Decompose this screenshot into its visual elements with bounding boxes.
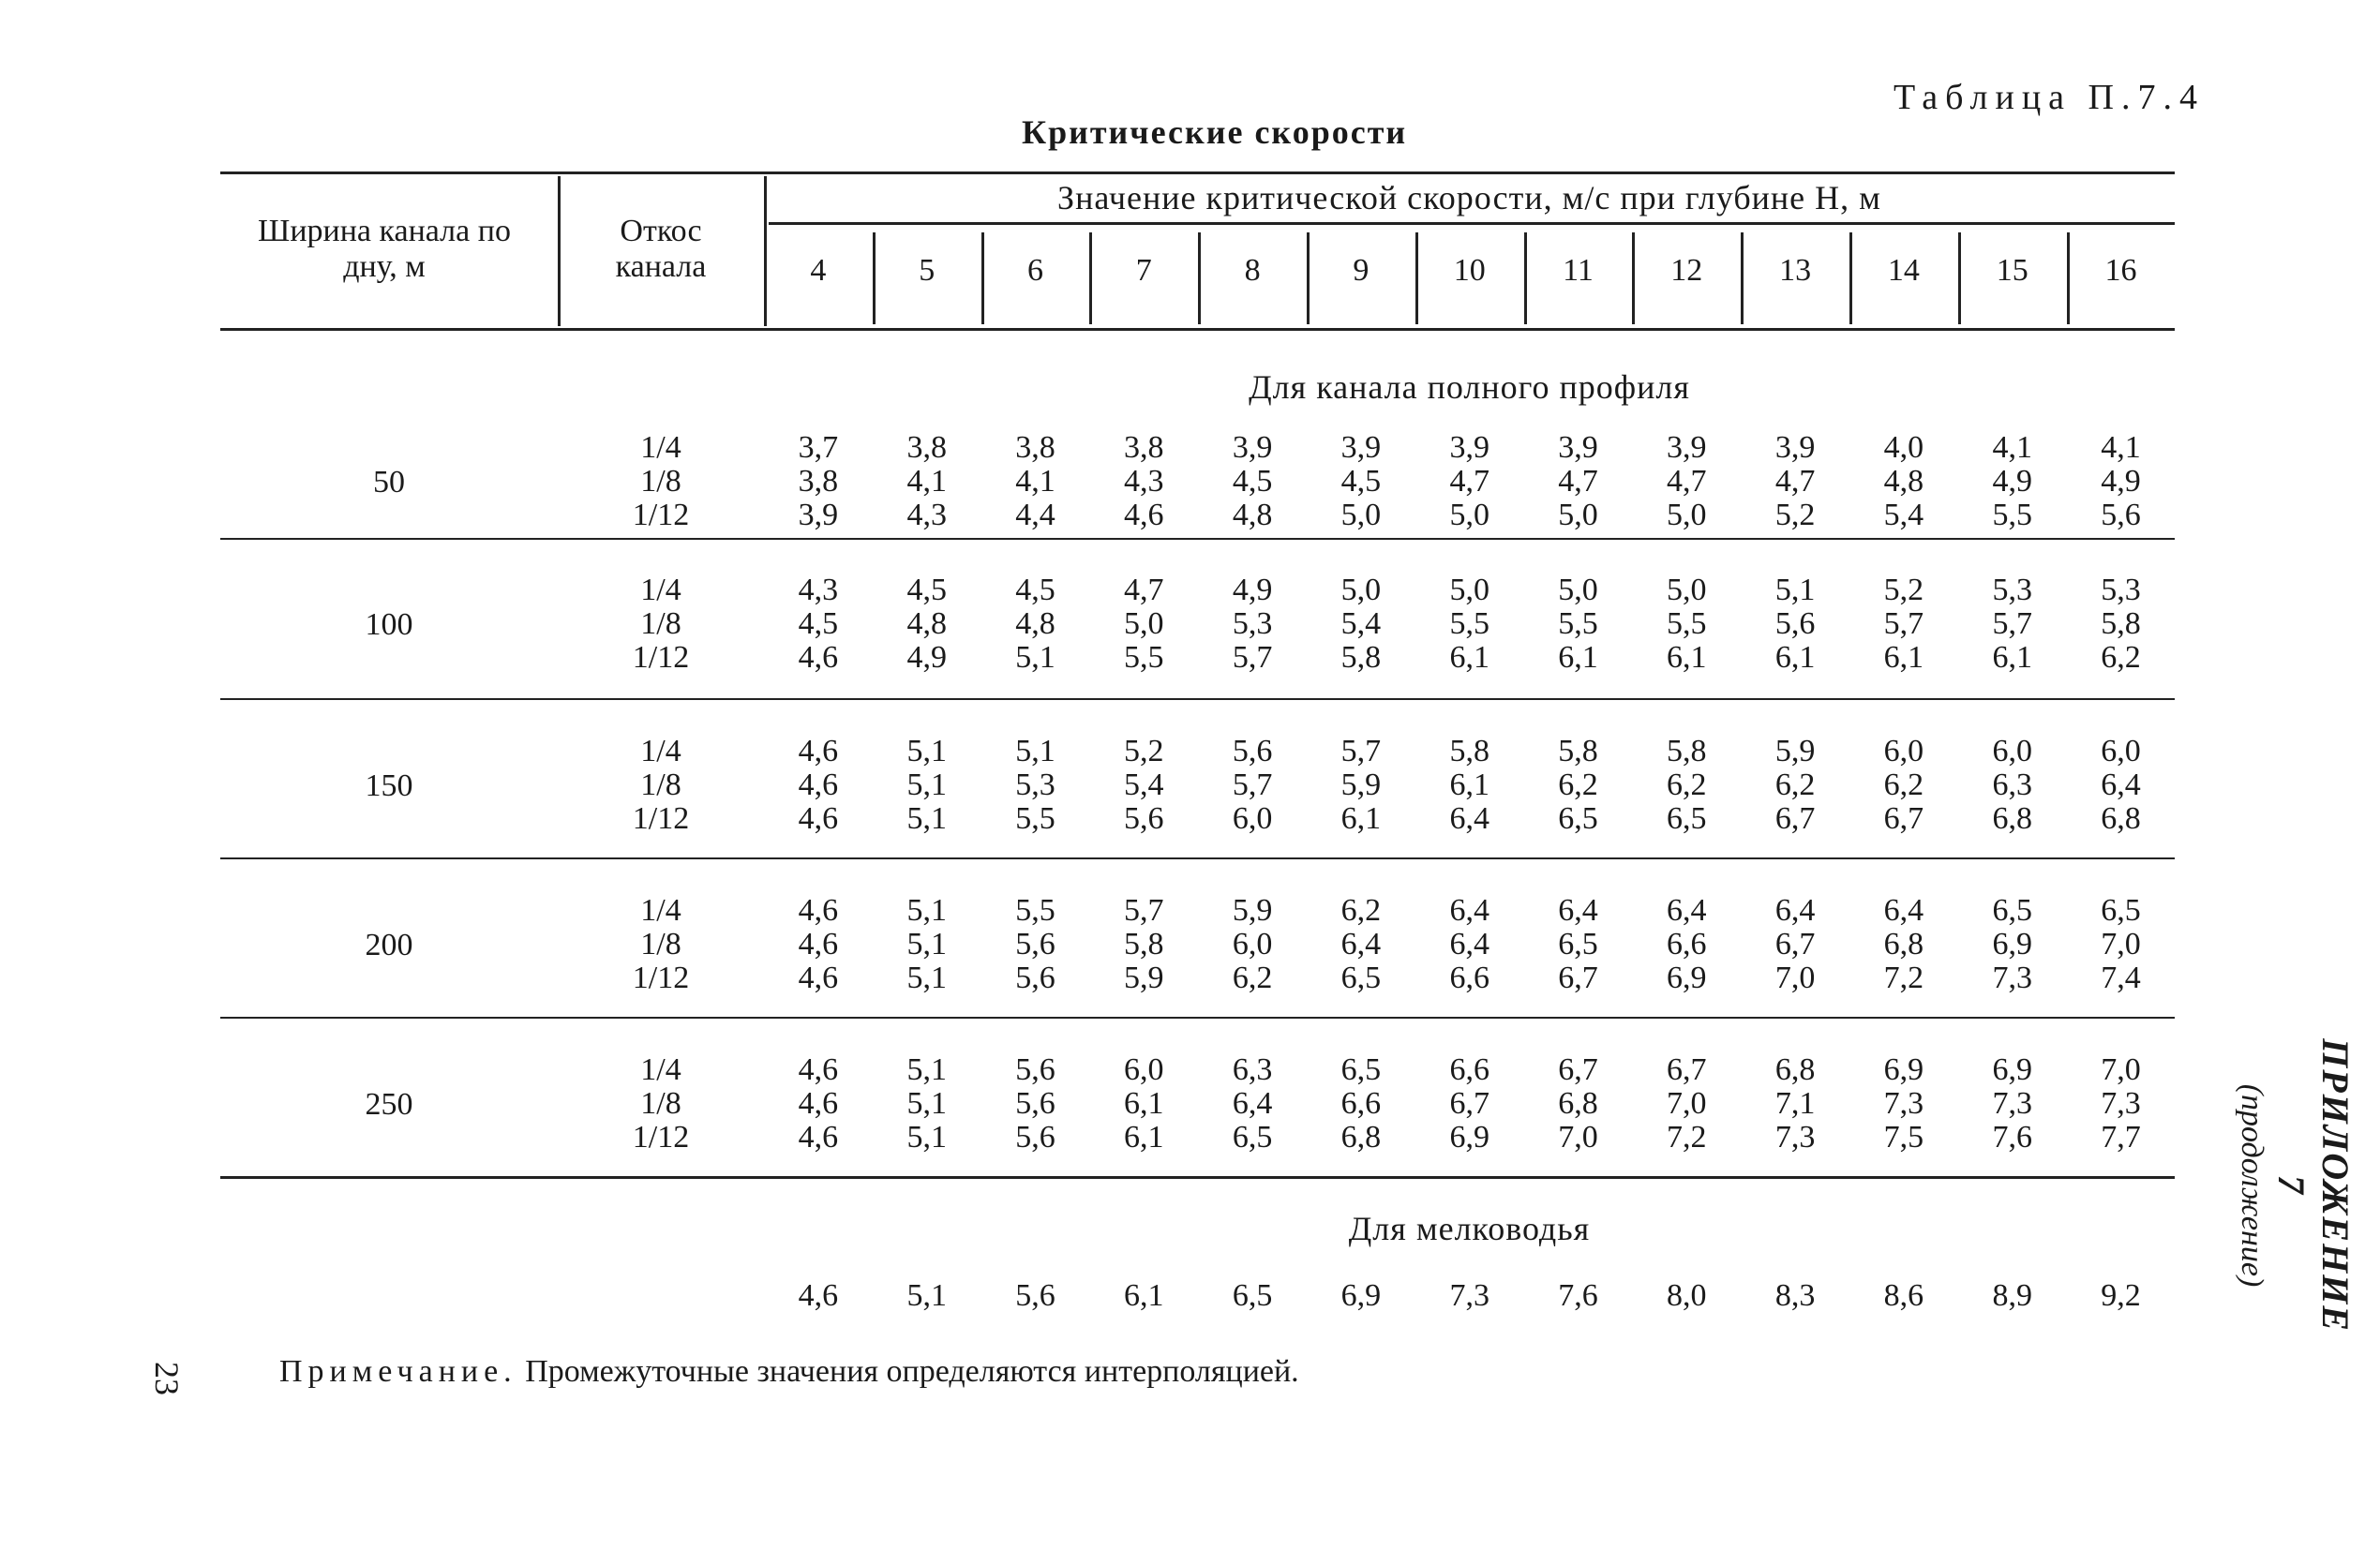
velocity-cell: 6,4 <box>1449 893 1489 928</box>
velocity-cell: 5,6 <box>1774 606 1816 641</box>
rule-top <box>220 171 2175 174</box>
slope-cell: 1/8 <box>640 768 681 802</box>
velocity-cell: 5,1 <box>906 1120 947 1155</box>
velocity-cell: 6,1 <box>1124 1120 1164 1155</box>
velocity-cell: 6,7 <box>1558 1052 1598 1087</box>
velocity-cell: 6,1 <box>1992 640 2032 675</box>
velocity-cell: 6,1 <box>1558 640 1598 675</box>
shallow-cell: 7,3 <box>1449 1278 1489 1313</box>
velocity-cell: 6,9 <box>1449 1120 1489 1155</box>
velocity-cell: 4,5 <box>798 606 839 641</box>
velocity-cell: 7,3 <box>1992 961 2032 995</box>
velocity-cell: 4,8 <box>1015 606 1055 641</box>
velocity-cell: 3,9 <box>1232 430 1273 465</box>
velocity-cell: 5,0 <box>1667 498 1707 532</box>
appendix-title: ПРИЛОЖЕНИЕ 7 <box>2270 1038 2357 1333</box>
velocity-cell: 4,7 <box>1558 464 1598 499</box>
velocity-cell: 5,1 <box>906 1052 947 1087</box>
velocity-cell: 4,9 <box>2101 464 2141 499</box>
velocity-cell: 5,1 <box>906 1086 947 1121</box>
velocity-cell: 4,3 <box>1124 464 1164 499</box>
velocity-cell: 5,6 <box>1015 1086 1055 1121</box>
velocity-cell: 7,6 <box>1992 1120 2032 1155</box>
velocity-cell: 4,7 <box>1774 464 1816 499</box>
velocity-cell: 6,1 <box>1774 640 1816 675</box>
velocity-cell: 6,0 <box>1232 927 1273 961</box>
velocity-cell: 6,7 <box>1774 927 1816 961</box>
channel-width: 100 <box>365 607 413 642</box>
velocity-cell: 6,8 <box>1883 927 1924 961</box>
velocity-cell: 5,8 <box>1449 734 1489 768</box>
depth-header-cell: 14 <box>1887 253 1920 288</box>
velocity-cell: 5,1 <box>1015 640 1055 675</box>
velocity-cell: 6,0 <box>1992 734 2032 768</box>
velocity-cell: 6,1 <box>1449 640 1489 675</box>
velocity-cell: 7,5 <box>1883 1120 1924 1155</box>
velocity-cell: 4,5 <box>1232 464 1273 499</box>
velocity-cell: 5,7 <box>1883 606 1924 641</box>
velocity-cell: 7,1 <box>1774 1086 1816 1121</box>
velocity-cell: 6,2 <box>1667 768 1707 802</box>
depth-header-cell: 13 <box>1779 253 1812 288</box>
channel-width: 50 <box>373 465 405 499</box>
velocity-cell: 5,5 <box>1558 606 1598 641</box>
rule-depth-sub <box>769 222 2175 225</box>
slope-cell: 1/4 <box>640 430 681 465</box>
channel-width: 250 <box>365 1087 413 1122</box>
velocity-cell: 5,9 <box>1124 961 1164 995</box>
shallow-cell: 5,1 <box>906 1278 947 1313</box>
shallow-cell: 8,0 <box>1667 1278 1707 1313</box>
velocity-cell: 5,4 <box>1340 606 1382 641</box>
velocity-cell: 4,9 <box>1232 573 1273 607</box>
velocity-cell: 5,0 <box>1449 498 1489 532</box>
velocity-cell: 5,5 <box>1449 606 1489 641</box>
slope-cell: 1/12 <box>632 961 690 995</box>
velocity-cell: 5,5 <box>1015 893 1055 928</box>
velocity-cell: 3,8 <box>1124 430 1164 465</box>
velocity-cell: 5,8 <box>1340 640 1382 675</box>
velocity-cell: 5,3 <box>2101 573 2141 607</box>
header-slope: Откос канала <box>615 214 707 284</box>
channel-width: 150 <box>365 768 413 803</box>
velocity-cell: 6,4 <box>2101 768 2141 802</box>
velocity-cell: 7,4 <box>2101 961 2141 995</box>
velocity-cell: 5,4 <box>1124 768 1164 802</box>
velocity-cell: 6,4 <box>1667 893 1707 928</box>
velocity-cell: 4,6 <box>798 961 839 995</box>
velocity-cell: 6,0 <box>1124 1052 1164 1087</box>
velocity-cell: 3,8 <box>906 430 947 465</box>
velocity-cell: 6,0 <box>1883 734 1924 768</box>
slope-cell: 1/8 <box>640 927 681 961</box>
velocity-cell: 4,4 <box>1015 498 1055 532</box>
velocity-cell: 6,8 <box>1340 1120 1382 1155</box>
velocity-cell: 6,4 <box>1232 1086 1273 1121</box>
page-number: 23 <box>148 1362 186 1395</box>
velocity-cell: 4,8 <box>1232 498 1273 532</box>
velocity-cell: 5,1 <box>1015 734 1055 768</box>
velocity-cell: 6,9 <box>1883 1052 1924 1087</box>
velocity-cell: 4,6 <box>798 927 839 961</box>
depth-header-cell: 6 <box>1027 253 1043 288</box>
rule-v-depth <box>873 232 876 324</box>
shallow-cell: 9,2 <box>2101 1278 2141 1313</box>
velocity-cell: 6,5 <box>1232 1120 1273 1155</box>
velocity-cell: 5,1 <box>906 734 947 768</box>
rule-v-depth <box>1849 232 1852 324</box>
rule-v-depth <box>2067 232 2070 324</box>
rule-v-depth <box>1198 232 1201 324</box>
velocity-cell: 4,1 <box>1992 430 2032 465</box>
velocity-cell: 3,9 <box>1449 430 1489 465</box>
note-text: Промежуточные значения определяются интерполяцией. <box>525 1354 1299 1389</box>
slope-cell: 1/4 <box>640 893 681 928</box>
rule-v-depth <box>1524 232 1527 324</box>
velocity-cell: 3,9 <box>1774 430 1816 465</box>
table-label: Таблица П.7.4 <box>1894 78 2205 117</box>
velocity-cell: 7,3 <box>1883 1086 1924 1121</box>
section-full-profile: Для канала полного профиля <box>1249 368 1690 406</box>
velocity-cell: 5,8 <box>1558 734 1598 768</box>
velocity-cell: 6,6 <box>1449 1052 1489 1087</box>
slope-cell: 1/12 <box>632 1120 690 1155</box>
velocity-cell: 7,3 <box>1774 1120 1816 1155</box>
velocity-cell: 6,4 <box>1558 893 1598 928</box>
velocity-cell: 6,4 <box>1883 893 1924 928</box>
velocity-cell: 6,1 <box>1667 640 1707 675</box>
velocity-cell: 5,8 <box>1124 927 1164 961</box>
velocity-cell: 7,0 <box>1558 1120 1598 1155</box>
depth-header-cell: 5 <box>919 253 936 288</box>
rule-v-depth <box>1741 232 1744 324</box>
rule-group <box>220 1017 2175 1019</box>
velocity-cell: 5,2 <box>1774 498 1816 532</box>
velocity-cell: 3,9 <box>1340 430 1382 465</box>
velocity-cell: 6,5 <box>1340 961 1382 995</box>
velocity-cell: 4,1 <box>906 464 947 499</box>
velocity-cell: 3,9 <box>798 498 839 532</box>
slope-cell: 1/8 <box>640 1086 681 1121</box>
velocity-cell: 5,0 <box>1124 606 1164 641</box>
rule-v-depth <box>1415 232 1418 324</box>
velocity-cell: 4,6 <box>1124 498 1164 532</box>
velocity-cell: 6,6 <box>1449 961 1489 995</box>
velocity-cell: 7,0 <box>2101 1052 2141 1087</box>
slope-cell: 1/8 <box>640 606 681 641</box>
velocity-cell: 5,5 <box>1015 801 1055 836</box>
slope-cell: 1/4 <box>640 1052 681 1087</box>
depth-header-cell: 16 <box>2104 253 2137 288</box>
slope-cell: 1/12 <box>632 801 690 836</box>
table-title: Критические скорости <box>1022 113 1408 151</box>
velocity-cell: 5,0 <box>1340 498 1382 532</box>
velocity-cell: 5,6 <box>2101 498 2141 532</box>
velocity-cell: 5,1 <box>906 768 947 802</box>
depth-header-cell: 15 <box>1996 253 2028 288</box>
velocity-cell: 4,9 <box>1992 464 2032 499</box>
velocity-cell: 6,7 <box>1774 801 1816 836</box>
velocity-cell: 5,8 <box>1667 734 1707 768</box>
velocity-cell: 6,2 <box>2101 640 2141 675</box>
velocity-cell: 5,5 <box>1667 606 1707 641</box>
shallow-cell: 8,9 <box>1992 1278 2032 1313</box>
velocity-cell: 4,6 <box>798 1086 839 1121</box>
velocity-cell: 5,5 <box>1992 498 2032 532</box>
velocity-cell: 6,5 <box>1992 893 2032 928</box>
velocity-cell: 6,9 <box>1992 927 2032 961</box>
velocity-cell: 7,3 <box>1992 1086 2032 1121</box>
note <box>279 1354 1299 1390</box>
velocity-cell: 7,7 <box>2101 1120 2141 1155</box>
slope-cell: 1/12 <box>632 498 690 532</box>
velocity-cell: 6,8 <box>2101 801 2141 836</box>
velocity-cell: 5,7 <box>1992 606 2032 641</box>
velocity-cell: 6,5 <box>1667 801 1707 836</box>
velocity-cell: 4,9 <box>906 640 947 675</box>
velocity-cell: 4,6 <box>798 768 839 802</box>
depth-header-cell: 4 <box>810 253 827 288</box>
depth-header-cell: 7 <box>1135 253 1152 288</box>
velocity-cell: 3,9 <box>1667 430 1707 465</box>
velocity-cell: 3,7 <box>798 430 839 465</box>
depth-header-cell: 11 <box>1563 253 1594 288</box>
velocity-cell: 4,7 <box>1667 464 1707 499</box>
velocity-cell: 6,6 <box>1667 927 1707 961</box>
velocity-cell: 5,6 <box>1015 961 1055 995</box>
velocity-cell: 5,6 <box>1124 801 1164 836</box>
velocity-cell: 6,3 <box>1992 768 2032 802</box>
velocity-cell: 7,2 <box>1883 961 1924 995</box>
velocity-cell: 6,1 <box>1883 640 1924 675</box>
shallow-cell: 6,5 <box>1232 1278 1273 1313</box>
velocity-cell: 6,2 <box>1774 768 1816 802</box>
velocity-cell: 7,0 <box>1667 1086 1707 1121</box>
velocity-cell: 6,1 <box>1124 1086 1164 1121</box>
velocity-cell: 6,9 <box>1667 961 1707 995</box>
depth-header-cell: 12 <box>1670 253 1703 288</box>
velocity-cell: 3,9 <box>1558 430 1598 465</box>
velocity-cell: 5,9 <box>1340 768 1382 802</box>
velocity-cell: 4,7 <box>1449 464 1489 499</box>
velocity-cell: 4,7 <box>1124 573 1164 607</box>
velocity-cell: 4,6 <box>798 1052 839 1087</box>
velocity-cell: 5,7 <box>1340 734 1382 768</box>
velocity-cell: 4,8 <box>1883 464 1924 499</box>
velocity-cell: 4,1 <box>1015 464 1055 499</box>
velocity-cell: 6,8 <box>1558 1086 1598 1121</box>
velocity-cell: 3,8 <box>1015 430 1055 465</box>
rule-v-depth <box>1632 232 1635 324</box>
velocity-cell: 4,6 <box>798 1120 839 1155</box>
velocity-cell: 4,3 <box>798 573 839 607</box>
velocity-cell: 6,7 <box>1667 1052 1707 1087</box>
rule-v-depth <box>981 232 984 324</box>
velocity-cell: 6,5 <box>1340 1052 1382 1087</box>
shallow-cell: 6,1 <box>1124 1278 1164 1313</box>
shallow-cell: 5,6 <box>1015 1278 1055 1313</box>
velocity-cell: 6,6 <box>1340 1086 1382 1121</box>
velocity-cell: 5,0 <box>1340 573 1382 607</box>
velocity-cell: 6,5 <box>1558 801 1598 836</box>
velocity-cell: 6,2 <box>1340 893 1382 928</box>
velocity-cell: 5,2 <box>1124 734 1164 768</box>
velocity-cell: 4,6 <box>798 893 839 928</box>
velocity-cell: 4,0 <box>1883 430 1924 465</box>
velocity-cell: 5,3 <box>1232 606 1273 641</box>
note-label: Примечание. <box>279 1354 517 1389</box>
rule-group <box>220 698 2175 700</box>
velocity-cell: 5,7 <box>1232 768 1273 802</box>
velocity-cell: 4,6 <box>798 734 839 768</box>
velocity-cell: 5,3 <box>1992 573 2032 607</box>
rule-header-bottom <box>220 328 2175 331</box>
velocity-cell: 5,7 <box>1124 893 1164 928</box>
velocity-cell: 6,9 <box>1992 1052 2032 1087</box>
depth-header-cell: 8 <box>1244 253 1261 288</box>
velocity-cell: 6,0 <box>1232 801 1273 836</box>
slope-cell: 1/8 <box>640 464 681 499</box>
velocity-cell: 6,7 <box>1558 961 1598 995</box>
rule-v-width <box>558 176 561 326</box>
channel-width: 200 <box>365 928 413 962</box>
section-shallow: Для мелководья <box>1348 1210 1591 1247</box>
velocity-cell: 6,1 <box>1449 768 1489 802</box>
velocity-cell: 6,5 <box>2101 893 2141 928</box>
velocity-cell: 5,6 <box>1232 734 1273 768</box>
rule-group <box>220 538 2175 540</box>
slope-cell: 1/12 <box>632 640 690 675</box>
velocity-cell: 6,5 <box>1558 927 1598 961</box>
depth-header-cell: 10 <box>1453 253 1486 288</box>
velocity-cell: 5,0 <box>1667 573 1707 607</box>
velocity-cell: 5,4 <box>1883 498 1924 532</box>
velocity-cell: 6,4 <box>1449 801 1489 836</box>
rule-group <box>220 857 2175 859</box>
velocity-cell: 6,1 <box>1340 801 1382 836</box>
velocity-cell: 6,4 <box>1449 927 1489 961</box>
velocity-cell: 6,0 <box>2101 734 2141 768</box>
depth-header-cell: 9 <box>1353 253 1370 288</box>
velocity-cell: 5,9 <box>1232 893 1273 928</box>
velocity-cell: 5,8 <box>2101 606 2141 641</box>
velocity-cell: 3,8 <box>798 464 839 499</box>
velocity-cell: 5,1 <box>906 927 947 961</box>
velocity-cell: 5,6 <box>1015 1052 1055 1087</box>
velocity-cell: 5,0 <box>1449 573 1489 607</box>
velocity-cell: 4,1 <box>2101 430 2141 465</box>
velocity-cell: 5,1 <box>906 801 947 836</box>
shallow-cell: 6,9 <box>1340 1278 1382 1313</box>
velocity-cell: 6,2 <box>1883 768 1924 802</box>
shallow-cell: 8,3 <box>1774 1278 1816 1313</box>
slope-cell: 1/4 <box>640 573 681 607</box>
velocity-cell: 5,6 <box>1015 927 1055 961</box>
velocity-cell: 6,2 <box>1558 768 1598 802</box>
velocity-cell: 5,0 <box>1558 498 1598 532</box>
rule-group <box>220 1176 2175 1179</box>
velocity-cell: 7,2 <box>1667 1120 1707 1155</box>
velocity-cell: 7,0 <box>1774 961 1816 995</box>
velocity-cell: 5,6 <box>1015 1120 1055 1155</box>
velocity-cell: 6,7 <box>1449 1086 1489 1121</box>
velocity-cell: 6,3 <box>1232 1052 1273 1087</box>
shallow-cell: 7,6 <box>1558 1278 1598 1313</box>
velocity-cell: 4,6 <box>798 640 839 675</box>
appendix-subtitle: (продолжение) <box>2235 1083 2269 1288</box>
velocity-cell: 5,1 <box>906 893 947 928</box>
velocity-cell: 4,5 <box>1340 464 1382 499</box>
velocity-cell: 4,5 <box>1015 573 1055 607</box>
velocity-cell: 6,8 <box>1774 1052 1816 1087</box>
header-width: Ширина канала по дну, м <box>258 214 511 284</box>
velocity-cell: 5,9 <box>1774 734 1816 768</box>
rule-v-depth <box>1307 232 1310 324</box>
header-depth: Значение критической скорости, м/с при глубине H, м <box>1057 179 1881 216</box>
velocity-cell: 6,4 <box>1774 893 1816 928</box>
velocity-cell: 5,0 <box>1558 573 1598 607</box>
velocity-cell: 5,1 <box>1774 573 1816 607</box>
velocity-cell: 4,8 <box>906 606 947 641</box>
velocity-cell: 5,1 <box>906 961 947 995</box>
velocity-cell: 4,5 <box>906 573 947 607</box>
rule-v-depth <box>1089 232 1092 324</box>
rule-v-depth <box>1958 232 1961 324</box>
appendix-label <box>2217 1036 2358 1335</box>
velocity-cell: 7,3 <box>2101 1086 2141 1121</box>
velocity-cell: 4,6 <box>798 801 839 836</box>
velocity-cell: 6,2 <box>1232 961 1273 995</box>
velocity-cell: 5,5 <box>1124 640 1164 675</box>
shallow-cell: 8,6 <box>1883 1278 1924 1313</box>
velocity-cell: 7,0 <box>2101 927 2141 961</box>
slope-cell: 1/4 <box>640 734 681 768</box>
velocity-cell: 5,2 <box>1883 573 1924 607</box>
shallow-cell: 4,6 <box>798 1278 839 1313</box>
velocity-cell: 6,7 <box>1883 801 1924 836</box>
velocity-cell: 5,3 <box>1015 768 1055 802</box>
velocity-cell: 6,8 <box>1992 801 2032 836</box>
velocity-cell: 4,3 <box>906 498 947 532</box>
velocity-cell: 6,4 <box>1340 927 1382 961</box>
velocity-cell: 5,7 <box>1232 640 1273 675</box>
